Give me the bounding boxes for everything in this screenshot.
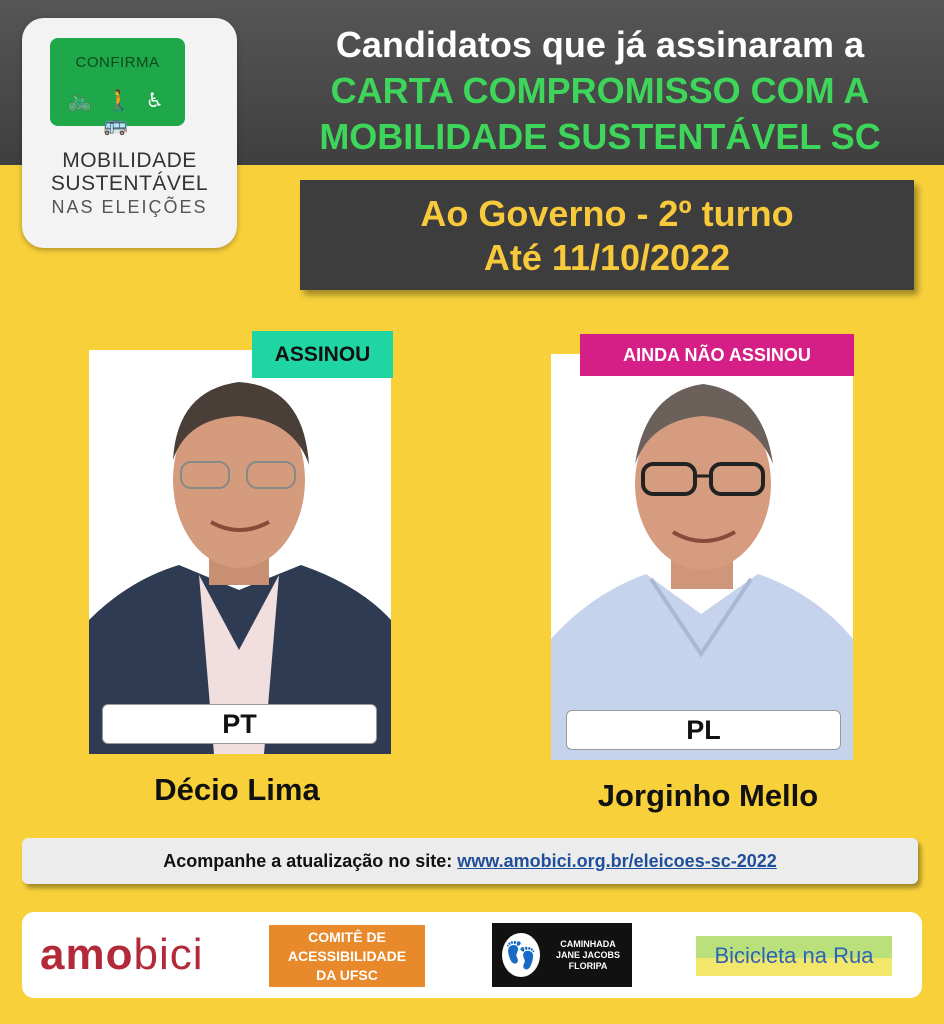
comite-line2: ACESSIBILIDADE [287, 948, 407, 964]
amobici-logo-a: amo [40, 930, 134, 979]
status-badge-text-2: AINDA NÃO ASSINOU [623, 345, 811, 365]
candidate-photo-2 [551, 354, 853, 760]
logo-green-badge [50, 38, 185, 136]
status-badge-text-1: ASSINOU [274, 343, 371, 366]
jacobs-line3: FLORIPA [568, 961, 608, 971]
headline-line3: MOBILIDADE SUSTENTÁVEL SC [319, 116, 881, 157]
subtitle-line2: Até 11/10/2022 [483, 237, 731, 278]
jacobs-line1: CAMINHADA [560, 939, 616, 949]
party-label-2: PL [566, 710, 841, 750]
subtitle-line1: Ao Governo - 2º turno [420, 193, 794, 234]
bicicleta-na-rua-logo: Bicicleta na Rua [696, 936, 892, 976]
jacobs-text [548, 939, 628, 972]
jacobs-line2: JANE JACOBS [555, 950, 620, 960]
amobici-logo-b: bici [133, 930, 204, 979]
logo-line3: NAS ELEIÇÕES [51, 197, 208, 217]
subtitle-box [300, 180, 914, 290]
candidate-name-1: Décio Lima [154, 772, 320, 807]
comite-acessibilidade-logo [269, 925, 425, 987]
logo-line1: MOBILIDADE [62, 149, 197, 172]
party-label-1: PT [102, 704, 377, 744]
status-badge-1 [252, 331, 393, 378]
site-link[interactable]: www.amobici.org.br/eleicoes-sc-2022 [457, 851, 777, 871]
site-prefix: Acompanhe a atualização no site: [163, 851, 458, 871]
amobici-logo [40, 930, 204, 980]
comite-line3: DA UFSC [316, 967, 378, 983]
partner-logos [22, 912, 922, 998]
comite-line1: COMITÊ DE [308, 929, 386, 945]
candidate-photo-1 [89, 350, 391, 754]
headline-line2: CARTA COMPROMISSO COM A [330, 70, 870, 111]
campaign-logo [22, 18, 237, 248]
logo-line2: SUSTENTÁVEL [50, 172, 209, 195]
transport-icons: 🚲 🚶 ♿ 🚌 [67, 88, 168, 136]
headline-line1: Candidatos que já assinaram a [335, 24, 865, 65]
headline [260, 22, 940, 160]
caminhada-jane-jacobs-logo [492, 923, 632, 987]
logo-confirma-text: CONFIRMA [75, 54, 160, 71]
site-bar [22, 838, 918, 884]
footprint-icon: 👣 [502, 933, 540, 977]
status-badge-2 [580, 334, 854, 376]
candidate-name-2: Jorginho Mello [597, 778, 819, 813]
